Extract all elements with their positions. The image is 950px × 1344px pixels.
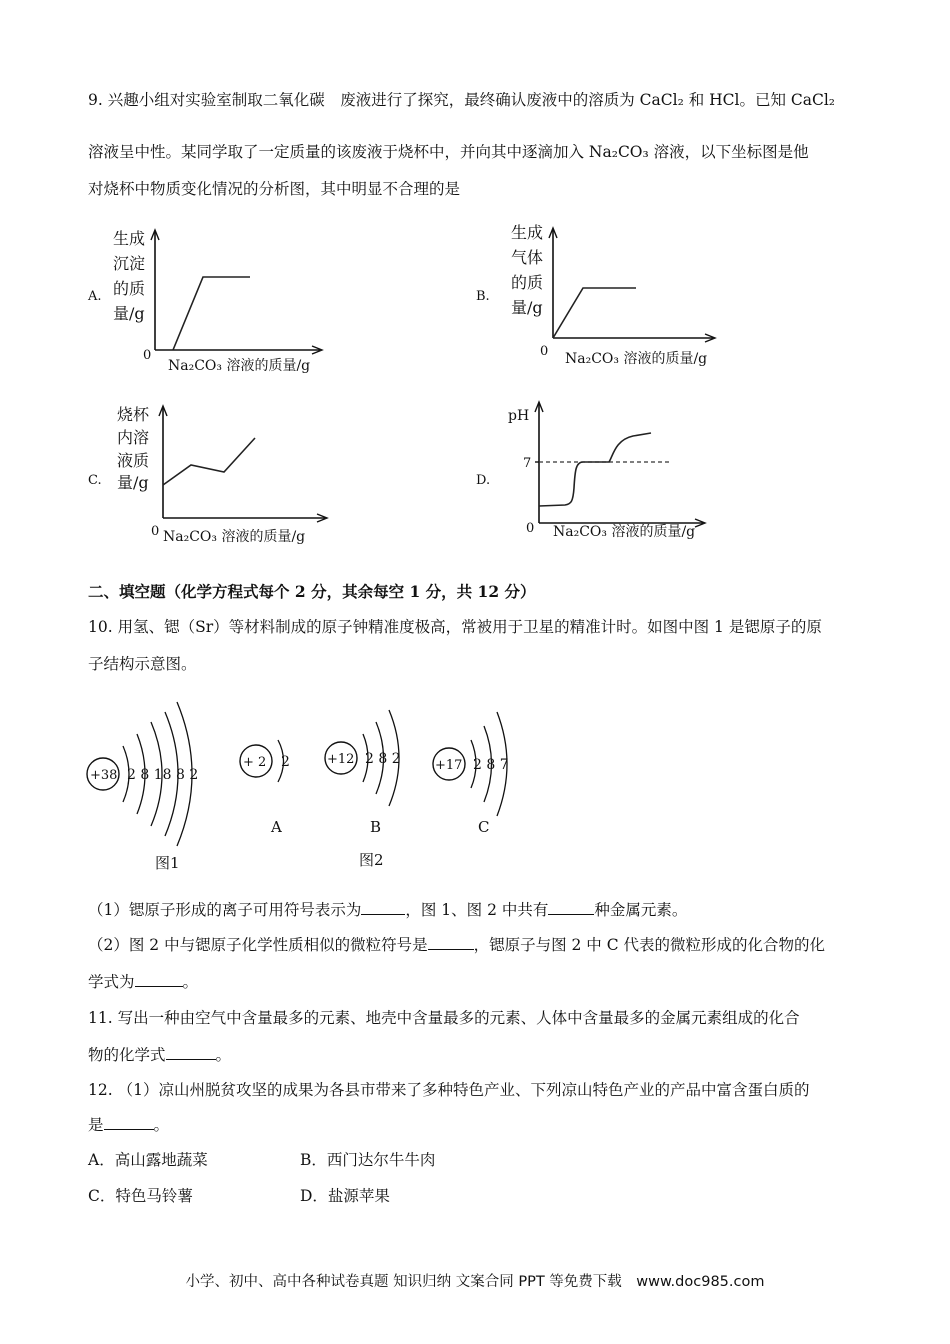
chart-a-origin: 0 [143,348,152,363]
chart-a-curve [173,277,250,350]
page-footer: 小学、初中、高中各种试卷真题 知识归纳 文案合同 PPT 等免费下载 www.doc985.com [185,1274,765,1290]
chart-a-ylabel-4: 量/g [113,304,145,323]
chart-c-ylabel-2: 内溶 [117,428,150,447]
atom-structure-figure [85,690,525,879]
q12-option-c[interactable]: C．特色马铃薯 [88,1187,193,1205]
chart-d-curve [539,433,651,506]
q10-part2 [88,933,825,955]
chart-b-xlabel: Na₂CO₃ 溶液的质量/g [565,351,708,367]
chart-b-ylabel-4: 量/g [511,298,543,317]
q9-line1: 9. 兴趣小组对实验室制取二氧化碳 废液进行了探究，最终确认废液中的溶质为 CaCl₂ 和 HCl。已知 CaCl₂ [88,91,836,109]
answer-blank-q12[interactable] [104,1129,154,1130]
q10-part2-cont [88,970,198,992]
chart-a-label: A. [88,289,102,304]
answer-blank-compound-formula[interactable] [135,986,183,987]
chart-b-curve [553,288,636,338]
chart-c-ylabel-3: 液质 [117,451,150,470]
chart-a-ylabel-3: 的质 [113,279,146,298]
chart-a [85,220,345,384]
q12-line1: 12. （1）凉山州脱贫攻坚的成果为各县市带来了多种特色产业、下列凉山特色产业的产品中富含蛋白质的 [88,1081,810,1099]
q12-option-b[interactable]: B．西门达尔牛牛肉 [300,1151,436,1169]
fig2-caption: 图2 [359,851,384,869]
answer-blank-sr-ion[interactable] [361,914,405,915]
chart-c-label: C. [88,473,102,488]
section-title: 二、填空题（化学方程式每个 2 分，其余每空 1 分，共 12 分） [88,582,536,601]
atom-c-caption: C [478,818,490,836]
q11-line2 [88,1043,231,1065]
chart-b-ylabel-2: 气体 [511,248,544,267]
q10-part1 [88,898,687,920]
atom-b-electrons: 2 8 2 [365,751,401,767]
chart-b-ylabel-3: 的质 [511,273,544,292]
q12-line2-a: 是 [88,1116,104,1134]
chart-c-curve [163,438,255,485]
q10-line2: 子结构示意图。 [88,655,197,673]
atom-b-caption: B [370,818,382,836]
chart-b-ylabel-1: 生成 [511,223,544,242]
chart-c-ylabel-1: 烧杯 [117,405,150,424]
chart-c-ylabel-4: 量/g [117,473,149,492]
answer-blank-q11[interactable] [166,1059,216,1060]
q10-part2-c: 学式为 [88,973,135,991]
answer-blank-metal-count[interactable] [548,914,594,915]
atom-a-caption: A [271,818,282,836]
atom-c-nucleus-charge: +17 [435,758,463,773]
chart-d-xlabel: Na₂CO₃ 溶液的质量/g [553,524,696,540]
chart-c [85,398,345,552]
chart-d-origin: 0 [526,521,535,536]
q9-line3: 对烧杯中物质变化情况的分析图，其中明显不合理的是 [88,180,461,198]
sr-nucleus-charge: +38 [90,768,118,783]
fig1-caption: 图1 [155,854,180,872]
chart-d [473,398,743,552]
chart-d-ylabel: pH [508,408,530,424]
q12-line2 [88,1113,169,1135]
q10-part1-a: （1）锶原子形成的离子可用符号表示为 [88,901,362,919]
chart-a-xlabel: Na₂CO₃ 溶液的质量/g [168,358,311,374]
q12-line2-b: 。 [153,1116,170,1134]
chart-d-tick-label: 7 [523,456,532,471]
q10-part1-b: ，图 1、图 2 中共有 [405,901,549,919]
sr-electrons: 2 8 18 8 2 [127,767,199,783]
q11-line2-b: 。 [215,1046,232,1064]
chart-d-label: D. [476,473,491,488]
q11-line1: 11. 写出一种由空气中含量最多的元素、地壳中含量最多的元素、人体中含量最多的金属元素组成的化合 [88,1009,800,1027]
chart-b [473,220,743,384]
q12-option-d[interactable]: D．盐源苹果 [300,1187,390,1205]
chart-b-label: B. [476,289,490,304]
q10-part2-d: 。 [182,973,199,991]
atom-a-nucleus-charge: + 2 [243,755,267,770]
chart-a-ylabel-1: 生成 [113,229,146,248]
q9-line2: 溶液呈中性。某同学取了一定质量的该废液于烧杯中，并向其中逐滴加入 Na₂CO₃ 溶液，以下坐标图是他 [88,143,809,161]
q10-part2-b: ，锶原子与图 2 中 C 代表的微粒形成的化合物的化 [473,936,826,954]
q12-option-a[interactable]: A．高山露地蔬菜 [88,1151,208,1169]
chart-a-ylabel-2: 沉淀 [113,254,146,273]
atom-a-electrons: 2 [281,754,290,770]
answer-blank-similar-particle[interactable] [428,949,474,950]
q10-part2-a: （2）图 2 中与锶原子化学性质相似的微粒符号是 [88,936,428,954]
atom-b-nucleus-charge: +12 [327,752,355,767]
atom-c-electrons: 2 8 7 [473,757,509,773]
q11-line2-a: 物的化学式 [88,1046,166,1064]
chart-c-origin: 0 [151,524,160,539]
chart-b-origin: 0 [540,344,549,359]
q10-part1-c: 种金属元素。 [594,901,688,919]
q10-line1: 10. 用氢、锶（Sr）等材料制成的原子钟精准度极高，常被用于卫星的精准计时。如图中图 1 是锶原子的原 [88,618,822,636]
chart-c-xlabel: Na₂CO₃ 溶液的质量/g [163,529,306,545]
